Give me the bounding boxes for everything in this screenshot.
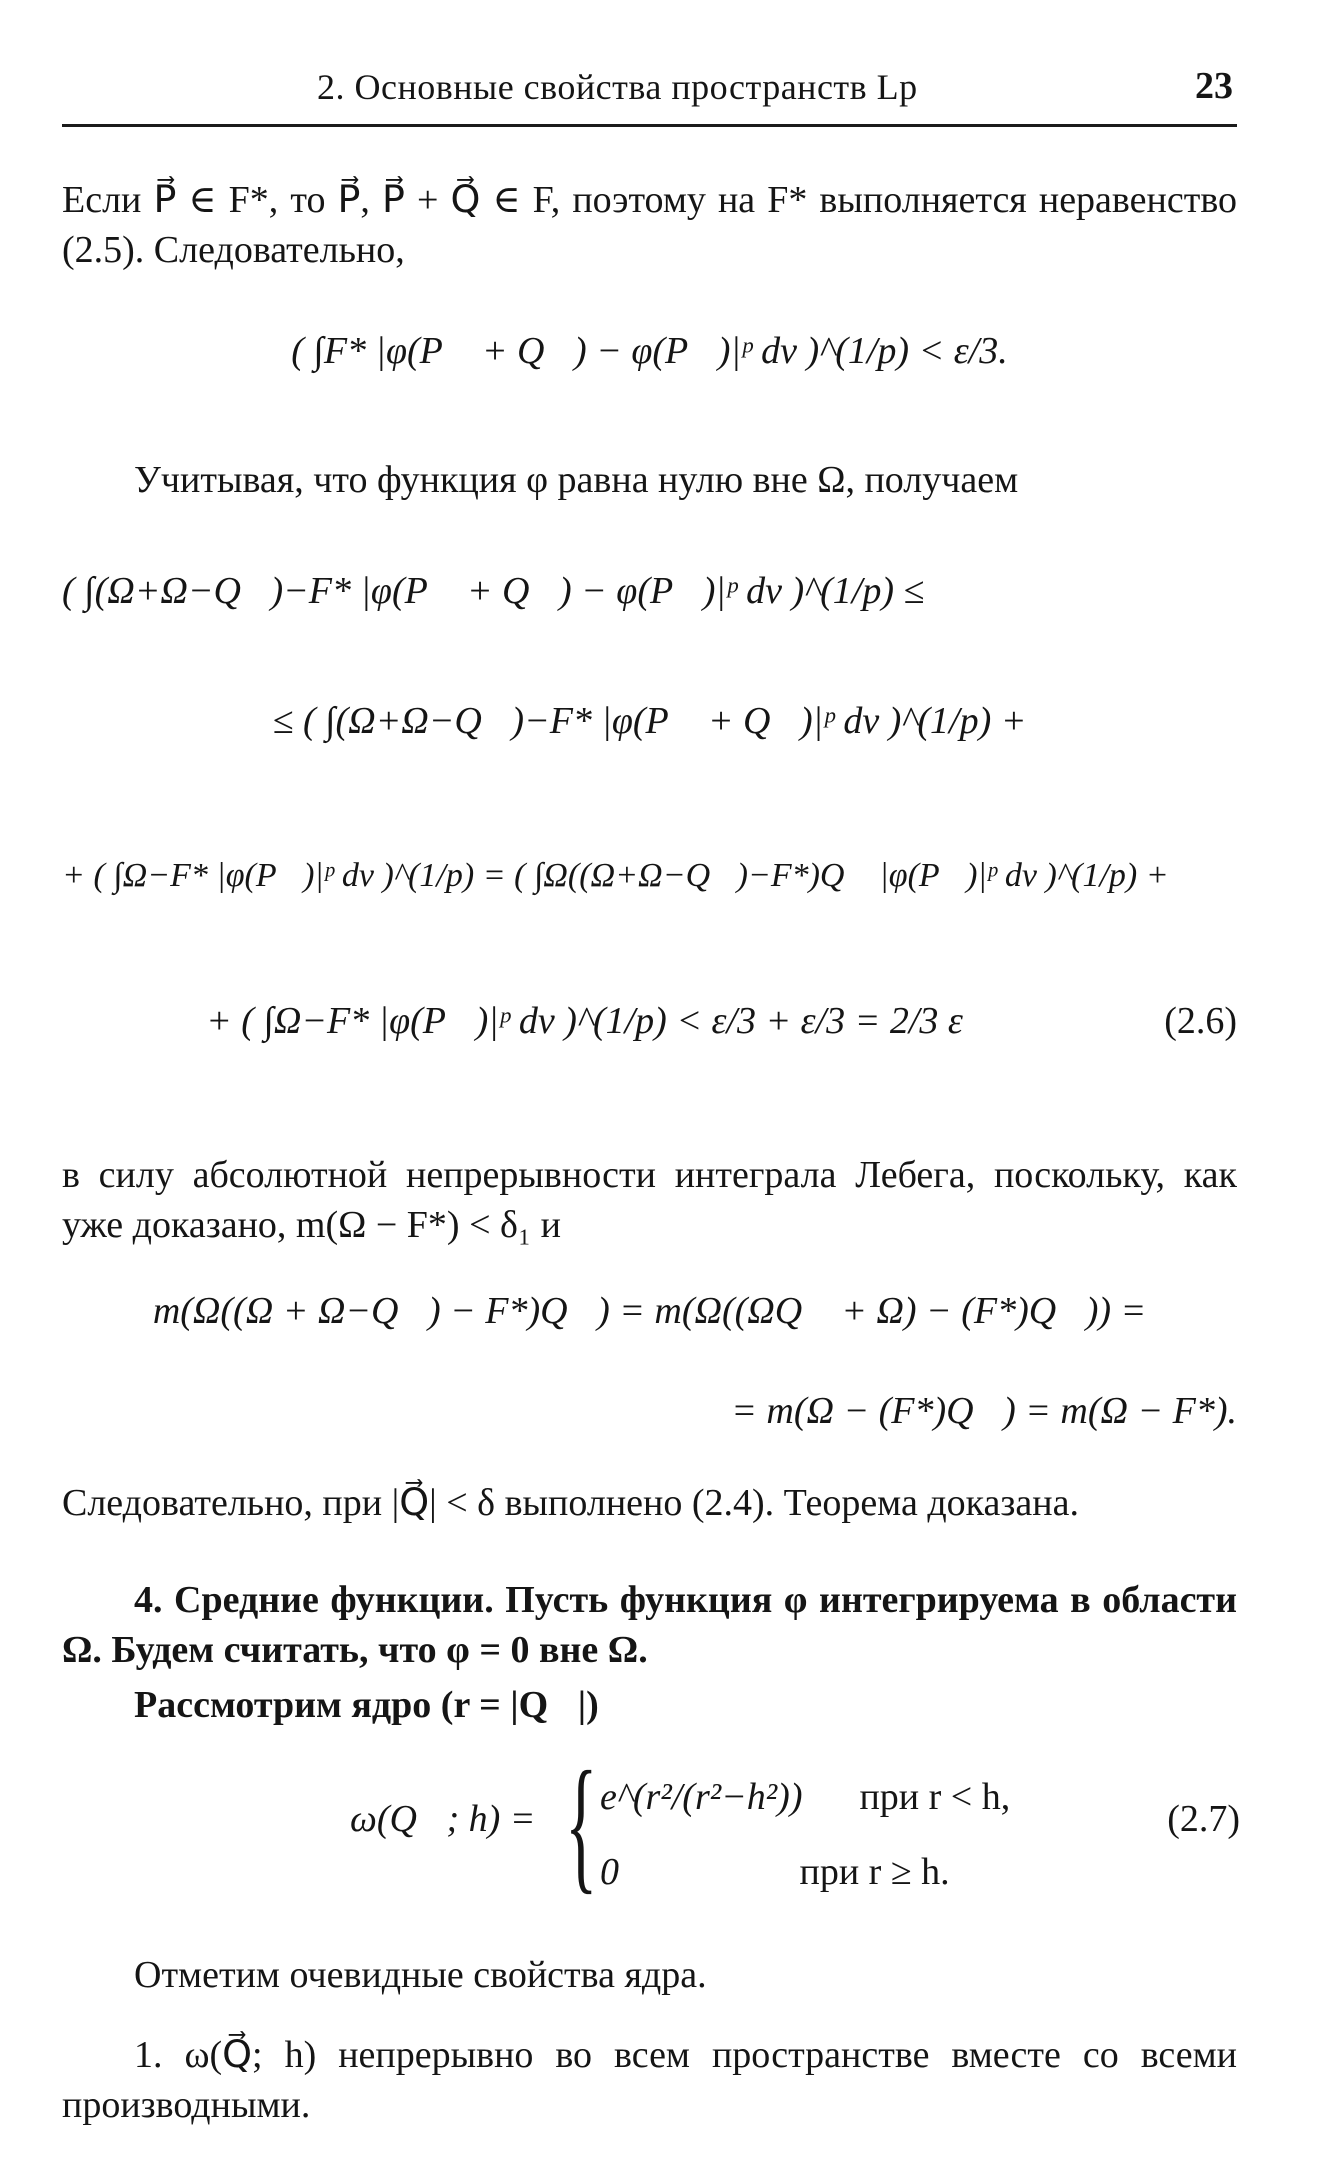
paragraph-property-1: 1. ω(Q⃗; h) непрерывно во всем пространстве вместе со всеми производными. <box>62 2034 1237 2126</box>
formula-2-6-line-1: ( ∫(Ω+Ω−Q⃗)−F* |φ(P⃗ + Q⃗) − φ(P⃗)|ᵖ dv )^(1/p) ≤ <box>62 570 925 612</box>
formula-measure-line-2: = m(Ω − (F*)Q⃗) = m(Ω − F*). <box>731 1390 1237 1432</box>
equation-number-2-7: (2.7) <box>1167 1798 1240 1840</box>
paragraph-kernel-properties: Отметим очевидные свойства ядра. <box>134 1954 707 1996</box>
kernel-case-1 <box>600 1775 1010 1819</box>
page-number: 23 <box>1195 65 1233 107</box>
cases-brace: { <box>565 1741 598 1907</box>
paragraph-kernel-intro <box>62 1680 1237 1730</box>
running-head: 2. Основные свойства пространств Lp <box>317 67 918 107</box>
kernel-intro-text: Рассмотрим ядро (r = |Q⃗|) <box>134 1684 599 1726</box>
kernel-case-2 <box>600 1850 950 1894</box>
formula-measure-line-1: m(Ω((Ω + Ω−Q⃗) − F*)Q⃗) = m(Ω((ΩQ⃗ + Ω) − (F*)Q⃗)) = <box>152 1290 1147 1332</box>
kernel-case-1-condition: при r < h, <box>859 1776 1011 1818</box>
kernel-case-2-value: 0 <box>600 1851 619 1893</box>
formula-2-6-line-3: + ( ∫Ω−F* |φ(P⃗)|ᵖ dv )^(1/p) = ( ∫Ω((Ω+Ω−Q⃗)−F*)Q⃗ |φ(P⃗)|ᵖ dv )^(1/p) + <box>62 857 1169 894</box>
kernel-case-1-value: e^(r²/(r²−h²)) <box>600 1776 803 1818</box>
page-header <box>62 64 1237 127</box>
kernel-case-2-condition: при r ≥ h. <box>799 1851 950 1893</box>
formula-2-6-line-4 <box>62 990 1237 1052</box>
paragraph-mean-functions <box>62 1575 1237 1675</box>
formula-integral-estimate: ( ∫F* |φ(P⃗ + Q⃗) − φ(P⃗)|ᵖ dv )^(1/p) < ε/3. <box>291 330 1008 372</box>
equation-number-2-6: (2.6) <box>1164 1000 1237 1042</box>
formula-kernel-2-7 <box>350 1741 1240 1910</box>
formula-2-6-line-2: ≤ ( ∫(Ω+Ω−Q⃗)−F* |φ(P⃗ + Q⃗)|ᵖ dv )^(1/p) + <box>272 700 1027 742</box>
paragraph-intro: Если P⃗ ∈ F*, то P⃗, P⃗ + Q⃗ ∈ F, поэтому на F* выполняется неравенство (2.5). Следовательно, <box>62 179 1237 271</box>
formula-2-6-line-4-text: + ( ∫Ω−F* |φ(P⃗)|ᵖ dv )^(1/p) < ε/3 + ε/3 = 2/3 ε <box>206 1000 963 1042</box>
paragraph-phi-zero: Учитывая, что функция φ равна нулю вне Ω, получаем <box>134 459 1019 501</box>
section-heading-mean-functions: 4. Средние функции. Пусть функция φ интегрируема в области Ω. Будем считать, что φ = 0 вне Ω. <box>62 1579 1237 1671</box>
paragraph-theorem-proved: Следовательно, при |Q⃗| < δ выполнено (2.4). Теорема доказана. <box>62 1482 1080 1524</box>
paragraph-lebesgue: в силу абсолютной непрерывности интеграла Лебега, поскольку, как уже доказано, m(Ω − F*) < δ₁ и <box>62 1154 1237 1246</box>
kernel-lhs: ω(Q⃗; h) = <box>350 1798 536 1840</box>
